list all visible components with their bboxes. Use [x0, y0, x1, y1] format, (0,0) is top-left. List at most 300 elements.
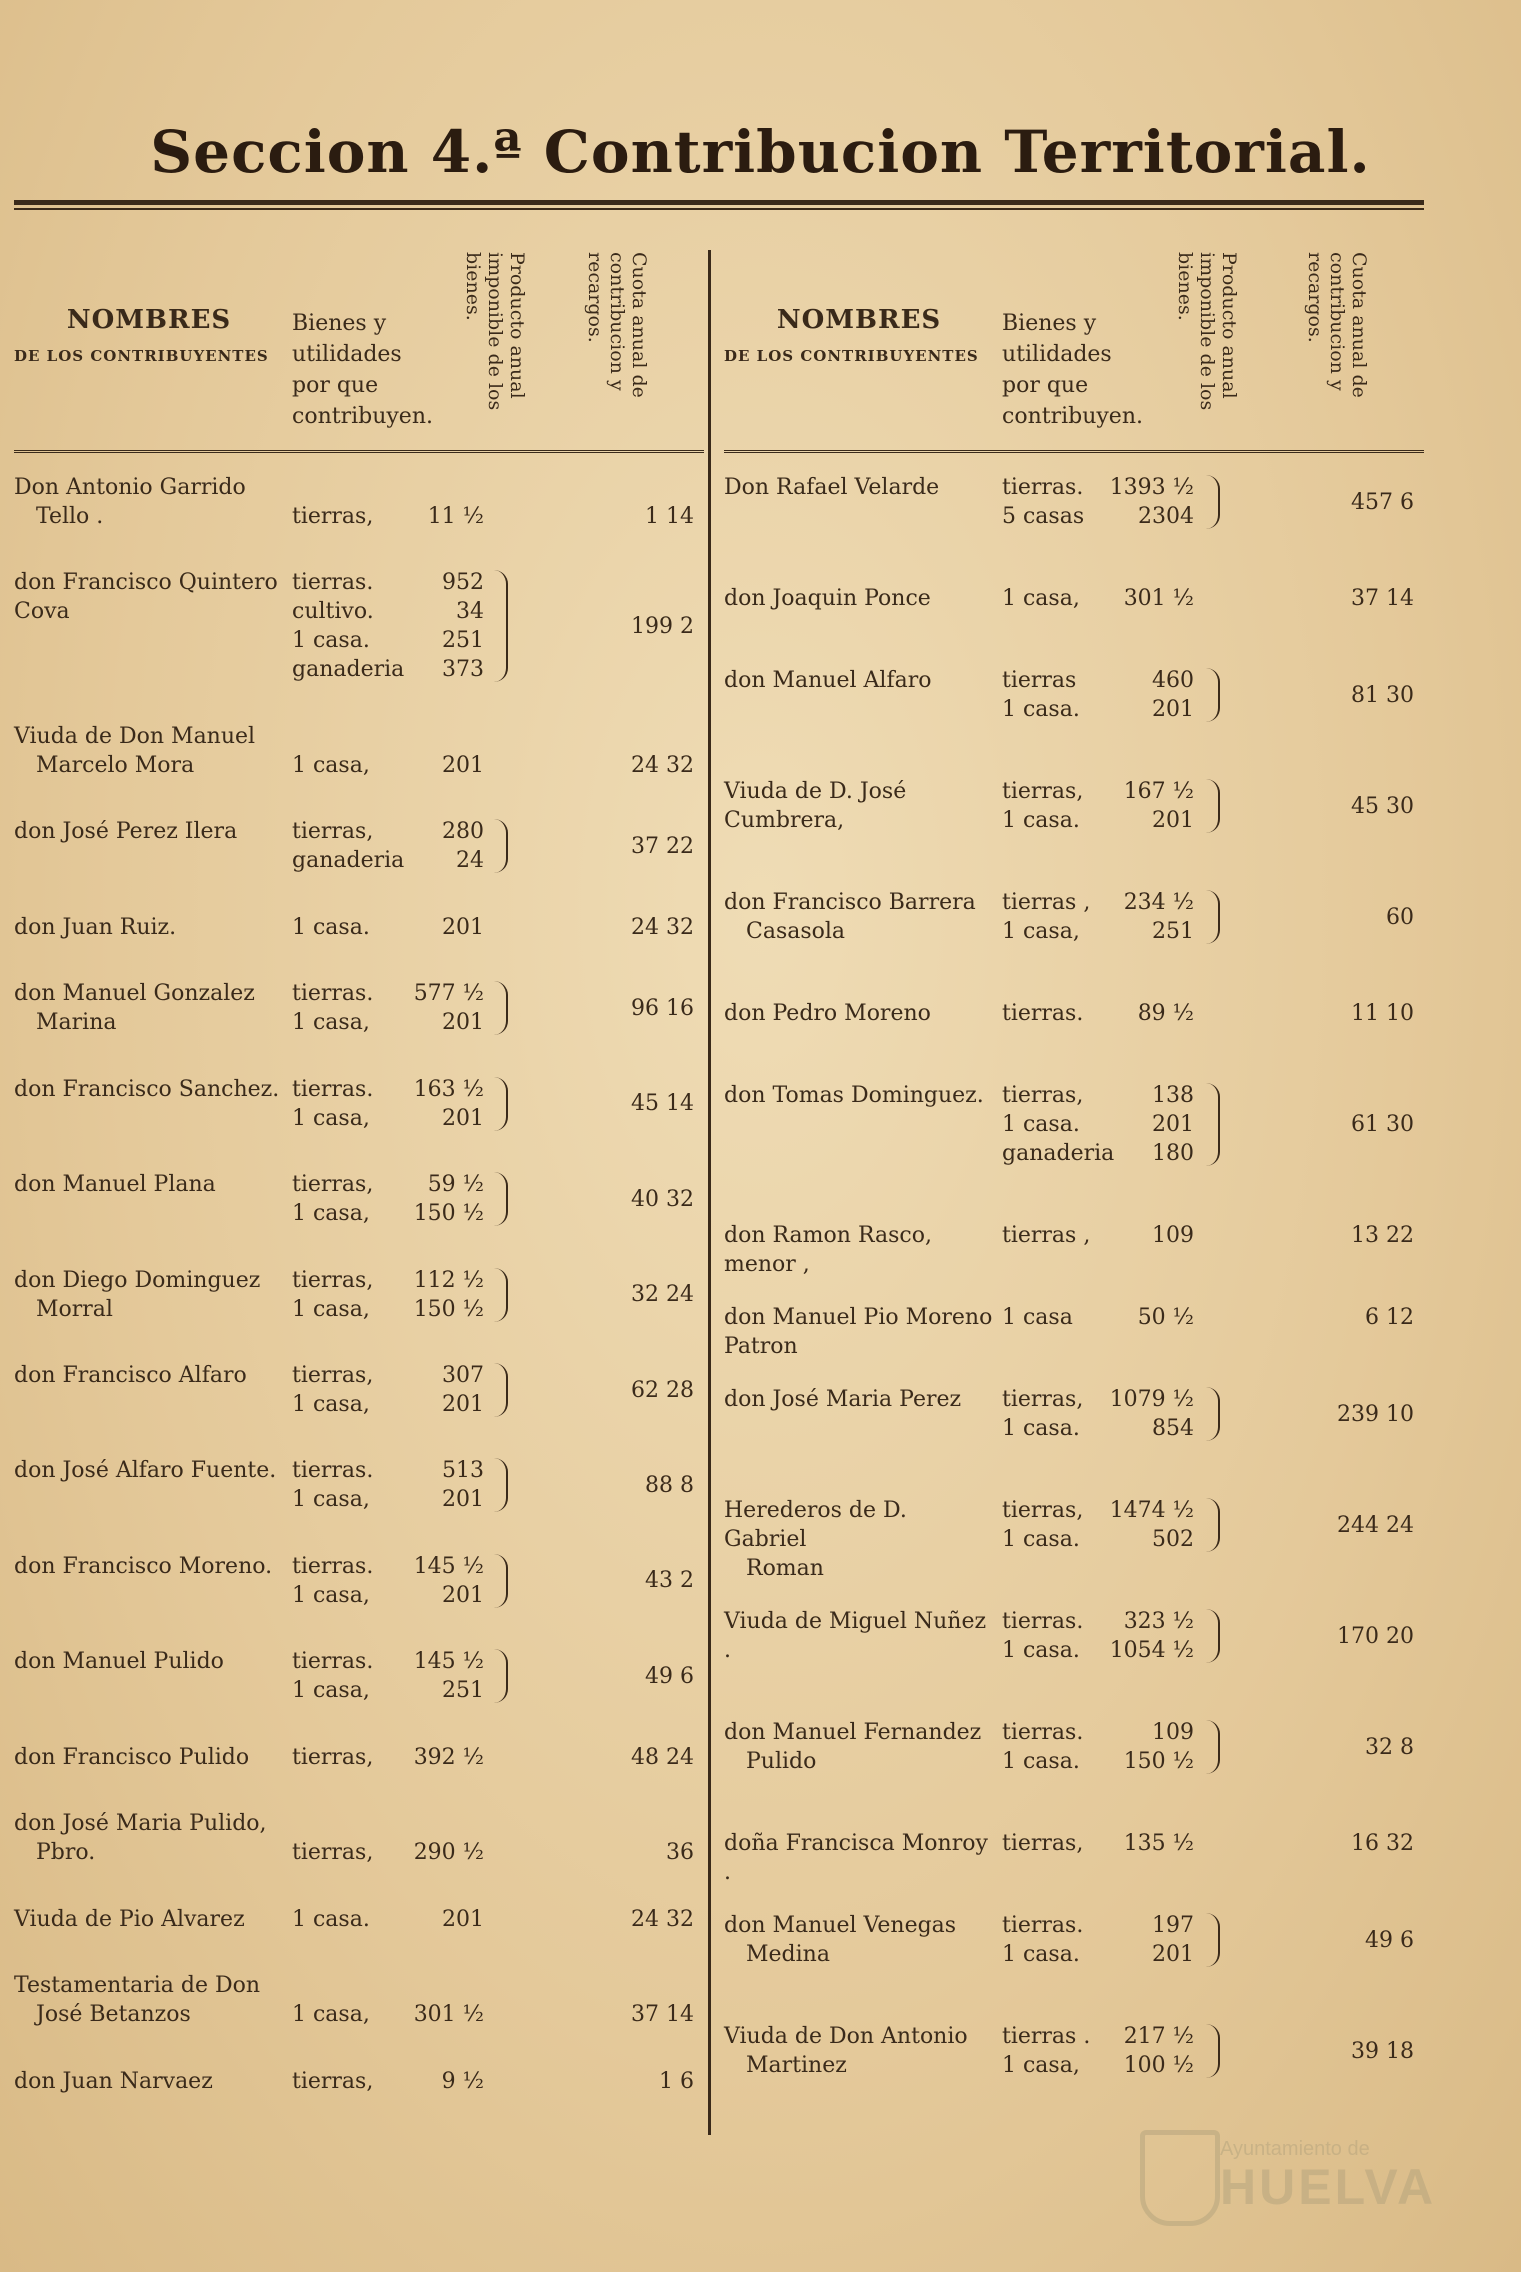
property-type: 1 casa. [1002, 1638, 1080, 1663]
property-type: tierras. [292, 981, 374, 1007]
producto-value: 1054 ½ [1109, 1638, 1194, 1663]
contributor-entry [724, 1496, 1424, 1581]
name-line: don Pedro Moreno [724, 1001, 931, 1026]
contributor-name [14, 1809, 284, 1867]
property-type: 1 casa, [292, 1010, 370, 1036]
property-type: 5 casas [1002, 504, 1085, 529]
brace-mark [492, 1554, 508, 1608]
contributor-entry [14, 1361, 704, 1419]
name-line: doña Francisca Monroy . [724, 1831, 988, 1885]
name-line: Testamentaria de Don [14, 1973, 261, 1999]
brace-mark [1204, 779, 1220, 833]
name-line: don Manuel Pio Moreno Patron [724, 1305, 993, 1359]
name-line: don Tomas Dominguez. [724, 1083, 984, 1108]
producto-value: 1474 ½ [1109, 1498, 1194, 1523]
contributor-entry [14, 1456, 704, 1514]
property-type: tierras. [1002, 1001, 1084, 1026]
cuota-header: Cuota anual de contribucion y recargos. [584, 252, 650, 398]
contributor-entry [724, 2022, 1424, 2080]
producto-value: 460 [1152, 668, 1194, 693]
cuota-value: 96 16 [631, 995, 694, 1021]
producto-value: 201 [1152, 697, 1194, 722]
producto-value: 201 [442, 752, 484, 778]
producto-value: 280 [442, 819, 484, 845]
brace-mark [492, 819, 508, 873]
producto-value: 502 [1152, 1527, 1194, 1552]
contributor-entry [724, 1081, 1424, 1168]
producto-value: 50 ½ [1137, 1305, 1194, 1330]
producto-value: 201 [442, 1105, 484, 1131]
name-line: don José Maria Perez [724, 1387, 962, 1412]
contributor-name [724, 473, 994, 502]
property-type: 1 casa, [292, 752, 370, 778]
name-line: Pbro. [36, 1840, 96, 1866]
contributor-name [724, 1303, 994, 1361]
property-type: tierras, [292, 1363, 374, 1388]
brace-mark [492, 1268, 508, 1322]
contributor-entry [724, 473, 1424, 531]
contributor-name [14, 1905, 284, 1934]
name-line: Roman [746, 1556, 824, 1581]
producto-value: 251 [442, 1678, 484, 1704]
name-line: José Betanzos [36, 2002, 191, 2028]
property-type: 1 casa, [292, 1105, 370, 1131]
property-type: ganaderia [292, 848, 405, 874]
contributor-name [14, 1361, 284, 1390]
property-type: tierras, [292, 1840, 374, 1866]
producto-value: 145 ½ [413, 1553, 484, 1579]
property-type: ganaderia [292, 657, 405, 683]
cuota-value: 49 6 [645, 1663, 694, 1689]
brace-mark [1204, 1083, 1220, 1166]
brace-mark [1204, 1498, 1220, 1552]
producto-value: 163 ½ [413, 1076, 484, 1102]
producto-header: Producto anual imponible de los bienes. [462, 252, 528, 411]
contributor-entry [14, 473, 704, 531]
cuota-value: 45 30 [1351, 793, 1414, 819]
producto-value: 145 ½ [413, 1649, 484, 1675]
producto-value: 513 [442, 1458, 484, 1484]
cuota-value: 244 24 [1337, 1512, 1414, 1538]
contributor-entry [724, 1829, 1424, 1885]
left-column [14, 250, 704, 2140]
contributor-entry [14, 1647, 704, 1705]
contributor-name [724, 1829, 994, 1887]
contributor-entry [14, 1905, 704, 1934]
brace-mark [1204, 2024, 1220, 2078]
property-type: tierras, [1002, 1083, 1084, 1108]
page-title: Seccion 4.ª Contribucion Territorial. [150, 118, 1371, 186]
property-type: 1 casa. [1002, 808, 1080, 833]
property-type: 1 casa, [292, 1678, 370, 1704]
cuota-value: 16 32 [1351, 1831, 1414, 1856]
cuota-value: 48 24 [631, 1744, 694, 1770]
name-line: don Manuel Fernandez [724, 1720, 982, 1745]
cuota-value: 81 30 [1351, 682, 1414, 708]
brace-mark [492, 570, 508, 682]
brace-mark [1204, 1387, 1220, 1441]
watermark-line2: HUELVA [1220, 2159, 1437, 2215]
property-type: 1 casa, [292, 2002, 370, 2028]
contributor-entry [14, 568, 704, 684]
cuota-value: 43 2 [645, 1568, 694, 1594]
cuota-value: 1 6 [659, 2068, 694, 2094]
property-type: 1 casa, [1002, 2053, 1080, 2078]
producto-value: 201 [442, 1010, 484, 1036]
name-line: don Francisco Quintero Cova [14, 570, 278, 625]
property-type: 1 casa. [292, 1906, 370, 1932]
property-type: tierras, [1002, 1387, 1084, 1412]
name-line: Herederos de D. Gabriel [724, 1498, 907, 1552]
contributor-entry [724, 1385, 1424, 1443]
producto-value: 59 ½ [427, 1172, 484, 1198]
contributor-name [14, 1647, 284, 1676]
name-line: Tello . [36, 504, 104, 529]
contributor-name [724, 1385, 994, 1414]
contributor-entry [14, 1743, 704, 1772]
property-type: tierras, [1002, 1498, 1084, 1523]
producto-value: 34 [456, 599, 484, 625]
cuota-value: 13 22 [1351, 1223, 1414, 1248]
property-type: tierras. [292, 1076, 374, 1102]
bienes-header: Bienes y utilidades por que contribuyen. [292, 311, 433, 429]
property-type: tierras. [1002, 475, 1084, 500]
contributor-entry [14, 979, 704, 1037]
contributor-entry [14, 817, 704, 875]
brace-mark [492, 1458, 508, 1512]
name-line: Medina [746, 1942, 830, 1967]
producto-value: 138 [1152, 1083, 1194, 1108]
contributor-name [724, 1718, 994, 1776]
cuota-value: 60 [1386, 904, 1414, 930]
producto-value: 24 [456, 848, 484, 874]
property-type: tierras, [292, 1744, 374, 1770]
table-header [14, 250, 704, 453]
property-type: 1 casa. [1002, 1749, 1080, 1774]
cuota-value: 37 14 [1351, 586, 1414, 611]
cuota-value: 1 14 [645, 504, 694, 529]
contributor-entry [724, 1911, 1424, 1969]
contributor-name [724, 999, 994, 1028]
producto-value: 89 ½ [1137, 1001, 1194, 1026]
names-header [14, 305, 284, 365]
name-line: Pulido [746, 1749, 817, 1774]
cuota-value: 37 22 [631, 833, 694, 859]
property-type: tierras. [1002, 1609, 1084, 1634]
producto-value: 197 [1152, 1913, 1194, 1938]
producto-value: 301 ½ [1123, 586, 1194, 611]
nombres-label: NOMBRES [66, 305, 232, 335]
contributor-name [14, 1075, 284, 1104]
name-line: Morral [36, 1296, 113, 1322]
name-line: don José Maria Pulido, [14, 1811, 267, 1837]
title-rule-thin [14, 208, 1424, 210]
property-type: ganaderia [1002, 1141, 1115, 1166]
cuota-header: Cuota anual de contribucion y recargos. [1304, 252, 1370, 398]
property-type: 1 casa, [1002, 586, 1080, 611]
name-line: Martinez [746, 2053, 847, 2078]
brace-mark [1204, 1720, 1220, 1774]
cuota-value: 62 28 [631, 1377, 694, 1403]
property-type: tierras, [292, 504, 374, 529]
property-type: tierras. [292, 1553, 374, 1579]
name-line: don Francisco Moreno. [14, 1553, 273, 1579]
property-type: tierras. [1002, 1720, 1084, 1745]
name-line: don Francisco Sanchez. [14, 1076, 280, 1102]
producto-value: 1079 ½ [1109, 1387, 1194, 1412]
property-type: tierras, [1002, 1831, 1084, 1856]
brace-mark [1204, 1609, 1220, 1663]
producto-value: 201 [442, 914, 484, 940]
name-line: Marina [36, 1010, 117, 1036]
producto-value: 577 ½ [413, 981, 484, 1007]
contributor-entry [14, 1075, 704, 1133]
contributor-name [14, 979, 284, 1037]
producto-value: 109 [1152, 1720, 1194, 1745]
names-header [724, 305, 994, 365]
producto-value: 854 [1152, 1416, 1194, 1441]
name-line: don José Perez Ilera [14, 819, 238, 845]
producto-value: 234 ½ [1123, 890, 1194, 915]
producto-value: 201 [442, 1392, 484, 1417]
watermark-line1: Ayuntamiento de [1220, 2138, 1370, 2160]
contributor-name [724, 1911, 994, 1969]
producto-value: 150 ½ [1123, 1749, 1194, 1774]
column-divider [708, 250, 711, 2135]
contributor-entry [14, 1971, 704, 2029]
producto-value: 1393 ½ [1109, 475, 1194, 500]
producto-value: 11 ½ [427, 504, 484, 529]
brace-mark [492, 1077, 508, 1131]
property-type: tierras. [292, 570, 374, 596]
cuota-value: 37 14 [631, 2002, 694, 2028]
property-type: 1 casa, [292, 1392, 370, 1417]
cuota-value: 36 [666, 1840, 694, 1866]
title-rule [14, 200, 1424, 205]
producto-value: 109 [1152, 1223, 1194, 1248]
producto-value: 9 ½ [441, 2068, 484, 2094]
contributor-entry [724, 999, 1424, 1028]
cuota-value: 457 6 [1351, 489, 1414, 515]
property-type: cultivo. [292, 599, 374, 625]
property-type: 1 casa, [292, 1201, 370, 1227]
brace-mark [1204, 668, 1220, 722]
name-line: don Francisco Alfaro [14, 1363, 247, 1388]
shield-icon [1140, 2130, 1220, 2226]
contributor-name [724, 1081, 994, 1110]
property-type: 1 casa. [1002, 1416, 1080, 1441]
name-line: don Joaquin Ponce [724, 586, 931, 611]
producto-value: 135 ½ [1123, 1831, 1194, 1856]
contributor-name [14, 1743, 284, 1772]
cuota-value: 24 32 [631, 914, 694, 940]
property-type: 1 casa [1002, 1305, 1073, 1330]
table-header [724, 250, 1424, 453]
property-type: 1 casa, [1002, 919, 1080, 944]
contributor-entry [14, 1809, 704, 1867]
producto-value: 150 ½ [413, 1201, 484, 1227]
contributor-name [14, 2067, 284, 2096]
cuota-value: 239 10 [1337, 1401, 1414, 1427]
brace-mark [1204, 1913, 1220, 1967]
producto-value: 2304 [1138, 504, 1194, 529]
contributor-name [724, 666, 994, 695]
name-line: don Manuel Gonzalez [14, 981, 255, 1007]
cuota-value: 40 32 [631, 1186, 694, 1212]
bienes-header: Bienes y utilidades por que contribuyen. [1002, 311, 1143, 429]
producto-value: 201 [1152, 1942, 1194, 1967]
property-type: tierras , [1002, 890, 1091, 915]
contributor-name [14, 1170, 284, 1199]
property-type: tierras, [292, 1267, 374, 1293]
cuota-value: 61 30 [1351, 1112, 1414, 1137]
contributor-name [14, 473, 284, 531]
contributor-entry [724, 666, 1424, 724]
producto-value: 392 ½ [413, 1744, 484, 1770]
property-type: 1 casa. [292, 628, 370, 654]
contributor-entry [724, 777, 1424, 835]
property-type: tierras. [292, 1458, 374, 1484]
producto-value: 180 [1152, 1141, 1194, 1166]
contributor-name [724, 777, 994, 835]
producto-value: 201 [1152, 808, 1194, 833]
contributor-entry [14, 722, 704, 780]
name-line: Viuda de Don Manuel [14, 723, 256, 749]
contributor-entry [724, 584, 1424, 613]
property-type: 1 casa. [1002, 1527, 1080, 1552]
producto-header: Producto anual imponible de los bienes. [1174, 252, 1240, 411]
property-type: tierras . [1002, 2024, 1091, 2049]
producto-value: 167 ½ [1123, 779, 1194, 804]
contributor-name [724, 888, 994, 946]
name-line: don Francisco Barrera [724, 890, 976, 915]
contributor-name [724, 584, 994, 613]
property-type: 1 casa, [292, 1487, 370, 1513]
contributor-name [14, 1971, 284, 2029]
name-line: don Manuel Plana [14, 1172, 216, 1198]
name-line: don Manuel Pulido [14, 1649, 224, 1675]
property-type: 1 casa. [1002, 1112, 1080, 1137]
name-line: Don Rafael Velarde [724, 475, 940, 500]
producto-value: 307 [442, 1363, 484, 1388]
contributor-name [14, 1552, 284, 1581]
contributor-name [14, 913, 284, 942]
contributor-entry [14, 913, 704, 942]
producto-value: 112 ½ [413, 1267, 484, 1293]
name-line: Viuda de Miguel Nuñez . [724, 1609, 987, 1663]
cuota-value: 32 24 [631, 1282, 694, 1308]
contributor-name [14, 1456, 284, 1485]
cuota-value: 11 10 [1351, 1001, 1414, 1026]
watermark-logo [1130, 2120, 1460, 2230]
nombres-label: NOMBRES [776, 305, 942, 335]
contributor-name [14, 568, 284, 626]
cuota-value: 170 20 [1337, 1623, 1414, 1649]
name-line: don Manuel Alfaro [724, 668, 932, 693]
brace-mark [492, 1363, 508, 1417]
name-line: don Francisco Pulido [14, 1744, 250, 1770]
name-line: don José Alfaro Fuente. [14, 1458, 277, 1484]
name-line: don Juan Ruiz. [14, 914, 177, 940]
property-type: 1 casa. [1002, 697, 1080, 722]
contributor-entry [724, 888, 1424, 946]
name-line: don Diego Dominguez [14, 1267, 261, 1293]
cuota-value: 88 8 [645, 1472, 694, 1498]
name-line: Don Antonio Garrido [14, 475, 246, 500]
contributor-name [724, 1221, 994, 1279]
contributor-name [724, 2022, 994, 2080]
contributor-entry [14, 1266, 704, 1324]
name-line: don Manuel Venegas [724, 1913, 957, 1938]
producto-value: 251 [442, 628, 484, 654]
contributor-entry [724, 1303, 1424, 1359]
property-type: tierras, [292, 819, 374, 845]
brace-mark [492, 981, 508, 1035]
name-line: Viuda de D. José Cumbrera, [724, 779, 907, 833]
cuota-value: 49 6 [1365, 1927, 1414, 1953]
producto-value: 373 [442, 657, 484, 683]
contributor-name [14, 817, 284, 846]
brace-mark [1204, 890, 1220, 944]
cuota-value: 6 12 [1365, 1305, 1414, 1330]
brace-mark [1204, 475, 1220, 529]
property-type: tierras, [1002, 779, 1084, 804]
contributor-entry [14, 2067, 704, 2096]
cuota-value: 39 18 [1351, 2038, 1414, 2064]
contributor-name [724, 1496, 994, 1583]
name-line: don Juan Narvaez [14, 2068, 213, 2094]
property-type: tierras [1002, 668, 1077, 693]
name-line: don Ramon Rasco, menor , [724, 1223, 932, 1277]
brace-mark [492, 1172, 508, 1226]
cuota-value: 24 32 [631, 1906, 694, 1932]
cuota-value: 199 2 [631, 613, 694, 639]
producto-value: 201 [442, 1582, 484, 1608]
producto-value: 100 ½ [1123, 2053, 1194, 2078]
contributor-entry [724, 1221, 1424, 1277]
contributor-name [14, 722, 284, 780]
property-type: tierras. [1002, 1913, 1084, 1938]
brace-mark [492, 1649, 508, 1703]
producto-value: 150 ½ [413, 1296, 484, 1322]
property-type: 1 casa. [292, 914, 370, 940]
right-column [724, 250, 1424, 2140]
property-type: tierras, [292, 1172, 374, 1198]
name-line: Viuda de Pio Alvarez [14, 1906, 245, 1932]
property-type: tierras, [292, 2068, 374, 2094]
producto-value: 201 [1152, 1112, 1194, 1137]
producto-value: 323 ½ [1123, 1609, 1194, 1634]
producto-value: 290 ½ [413, 1840, 484, 1866]
cuota-value: 45 14 [631, 1091, 694, 1117]
cuota-value: 32 8 [1365, 1734, 1414, 1760]
producto-value: 201 [442, 1487, 484, 1513]
name-line: Viuda de Don Antonio [724, 2024, 968, 2049]
contributor-entry [724, 1718, 1424, 1776]
property-type: tierras , [1002, 1223, 1091, 1248]
contributor-name [724, 1607, 994, 1665]
contribuyentes-label: DE LOS CONTRIBUYENTES [14, 347, 269, 365]
contributor-entry [724, 1607, 1424, 1665]
name-line: Casasola [746, 919, 846, 944]
property-type: 1 casa. [1002, 1942, 1080, 1967]
contributor-name [14, 1266, 284, 1324]
producto-value: 251 [1152, 919, 1194, 944]
contributor-entry [14, 1170, 704, 1228]
property-type: 1 casa, [292, 1582, 370, 1608]
property-type: tierras. [292, 1649, 374, 1675]
contributor-entry [14, 1552, 704, 1610]
